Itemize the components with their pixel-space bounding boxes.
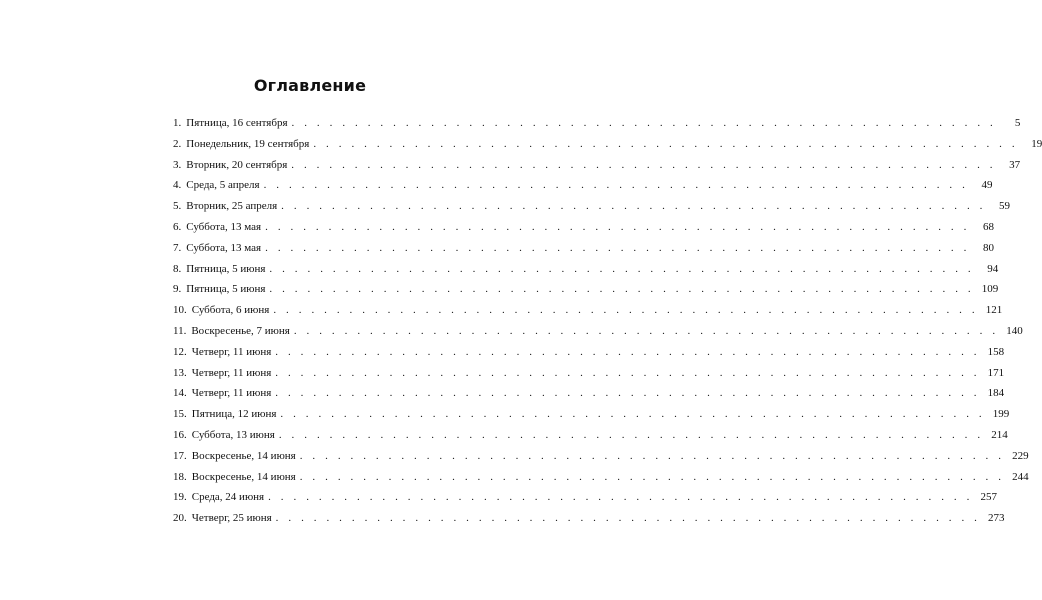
toc-entry-title: Пятница, 5 июня bbox=[186, 262, 266, 275]
toc-dot-leader: . . . . . . . . . . . . . . . . . . . . . . . . . . . . . . . . . . . . . . . . . . . . . . . . . . . . . . . . bbox=[273, 304, 979, 317]
toc-entry-page: 273 bbox=[988, 512, 1005, 525]
toc-entry-title: Вторник, 20 сентября bbox=[186, 158, 288, 171]
toc-entry-page: 199 bbox=[992, 408, 1010, 421]
toc-entry-title: Воскресенье, 7 июня bbox=[191, 324, 290, 337]
toc-entry-title: Четверг, 11 июня bbox=[191, 366, 272, 379]
toc-entry-number: 19. bbox=[173, 491, 187, 504]
toc-entry bbox=[173, 200, 1011, 221]
toc-entry-page: 214 bbox=[991, 428, 1008, 441]
toc-dot-leader: . . . . . . . . . . . . . . . . . . . . . . . . . . . . . . . . . . . . . . . . . . . . . . . . . . . . . . . . bbox=[269, 283, 975, 296]
toc-entry-number: 18. bbox=[173, 470, 187, 483]
toc-entry-title: Пятница, 12 июня bbox=[191, 408, 277, 421]
toc-entry bbox=[173, 283, 999, 304]
toc-entry-number: 10. bbox=[173, 304, 187, 317]
toc-entry-title: Четверг, 25 июня bbox=[191, 512, 272, 525]
toc-entry bbox=[173, 304, 1003, 325]
toc-entry-page: 68 bbox=[982, 220, 994, 233]
toc-entry-number: 4. bbox=[173, 179, 182, 192]
toc-entry-title: Суббота, 6 июня bbox=[191, 304, 270, 317]
toc-entry-number: 6. bbox=[173, 220, 182, 233]
toc-entry-page: 37 bbox=[1009, 158, 1021, 171]
toc-entry bbox=[173, 408, 1010, 429]
toc-entry-title: Пятница, 16 сентября bbox=[186, 117, 288, 129]
toc-entry-title: Четверг, 11 июня bbox=[191, 345, 272, 358]
toc-dot-leader: . . . . . . . . . . . . . . . . . . . . . . . . . . . . . . . . . . . . . . . . . . . . . . . . . . . . . . . . bbox=[263, 179, 969, 192]
toc-entry-page: 229 bbox=[1012, 449, 1029, 462]
toc-dot-leader: . . . . . . . . . . . . . . . . . . . . . . . . . . . . . . . . . . . . . . . . . . . . . . . . . . . . . . . . bbox=[269, 262, 975, 275]
toc-entry-page: 94 bbox=[987, 262, 999, 275]
toc-entry bbox=[173, 179, 993, 200]
toc-entry bbox=[173, 117, 1021, 138]
toc-entry-page: 184 bbox=[987, 387, 1005, 400]
toc-entry-number: 9. bbox=[173, 283, 182, 296]
toc-entry-number: 17. bbox=[173, 449, 187, 462]
toc-dot-leader: . . . . . . . . . . . . . . . . . . . . . . . . . . . . . . . . . . . . . . . . . . . . . . . . . . . . . . . . bbox=[275, 345, 981, 358]
toc-entry-title: Воскресенье, 14 июня bbox=[191, 470, 296, 483]
toc-dot-leader: . . . . . . . . . . . . . . . . . . . . . . . . . . . . . . . . . . . . . . . . . . . . . . . . . . . . . . . . bbox=[291, 158, 997, 171]
toc-entry-page: 49 bbox=[981, 179, 993, 192]
toc-entry-number: 7. bbox=[173, 241, 182, 254]
toc-entry bbox=[173, 491, 997, 512]
toc-entry-page: 121 bbox=[985, 304, 1003, 317]
toc-dot-leader: . . . . . . . . . . . . . . . . . . . . . . . . . . . . . . . . . . . . . . . . . . . . . . . . . . . . . . . . bbox=[278, 428, 984, 441]
toc-entry bbox=[173, 449, 1029, 471]
toc-entry-title: Среда, 24 июня bbox=[191, 491, 265, 504]
toc-entry-page: 171 bbox=[987, 366, 1005, 379]
toc-entry-number: 14. bbox=[173, 387, 187, 400]
toc-entry-page: 5 bbox=[1014, 117, 1021, 129]
toc-dot-leader: . . . . . . . . . . . . . . . . . . . . . . . . . . . . . . . . . . . . . . . . . . . . . . . . . . . . . . . . bbox=[268, 491, 973, 504]
toc-entry-number: 15. bbox=[173, 408, 187, 421]
toc-entry bbox=[173, 324, 1023, 346]
toc-dot-leader: . . . . . . . . . . . . . . . . . . . . . . . . . . . . . . . . . . . . . . . . . . . . . . . . . . . . . . . . bbox=[275, 387, 981, 400]
toc-entry-number: 20. bbox=[173, 512, 187, 525]
toc-dot-leader: . . . . . . . . . . . . . . . . . . . . . . . . . . . . . . . . . . . . . . . . . . . . . . . . . . . . . . . . bbox=[275, 512, 981, 525]
toc-dot-leader: . . . . . . . . . . . . . . . . . . . . . . . . . . . . . . . . . . . . . . . . . . . . . . . . . . . . . . . . bbox=[293, 324, 999, 337]
toc-entry-number: 3. bbox=[173, 158, 182, 171]
toc-entry-page: 80 bbox=[982, 241, 994, 254]
toc-entry-number: 2. bbox=[173, 137, 182, 150]
toc-entry bbox=[173, 512, 1005, 533]
toc-dot-leader: . . . . . . . . . . . . . . . . . . . . . . . . . . . . . . . . . . . . . . . . . . . . . . . . . . . . . . . . bbox=[313, 137, 1019, 150]
toc-entry bbox=[173, 387, 1005, 408]
toc-entry-number: 12. bbox=[173, 345, 187, 358]
toc-entry bbox=[173, 345, 1005, 367]
toc-entry-title: Вторник, 25 апреля bbox=[186, 200, 278, 213]
page-title: Оглавление bbox=[253, 76, 367, 95]
toc-entry-page: 244 bbox=[1012, 470, 1029, 483]
toc-entry bbox=[173, 158, 1021, 180]
toc-dot-leader: . . . . . . . . . . . . . . . . . . . . . . . . . . . . . . . . . . . . . . . . . . . . . . . . . . . . . . . . bbox=[281, 200, 987, 213]
toc-entry bbox=[173, 470, 1029, 492]
toc-dot-leader: . . . . . . . . . . . . . . . . . . . . . . . . . . . . . . . . . . . . . . . . . . . . . . . . . . . . . . . . bbox=[275, 366, 981, 379]
toc-entry bbox=[173, 137, 1042, 159]
toc-entry-title: Среда, 5 апреля bbox=[186, 179, 260, 192]
toc-entry-number: 5. bbox=[173, 200, 182, 213]
toc-entry bbox=[173, 262, 999, 284]
toc-entry-title: Суббота, 13 мая bbox=[186, 220, 262, 233]
toc-entry-title: Пятница, 5 июня bbox=[186, 283, 266, 296]
toc-entry-title: Воскресенье, 14 июня bbox=[191, 449, 296, 462]
toc-entry-page: 109 bbox=[981, 283, 999, 296]
toc-dot-leader: . . . . . . . . . . . . . . . . . . . . . . . . . . . . . . . . . . . . . . . . . . . . . . . . . . . . . . . . bbox=[265, 220, 970, 233]
table-of-contents bbox=[173, 117, 1042, 533]
toc-entry-title: Четверг, 11 июня bbox=[191, 387, 272, 400]
toc-entry bbox=[173, 428, 1008, 450]
toc-entry bbox=[173, 241, 994, 263]
toc-entry bbox=[173, 220, 994, 242]
toc-entry-number: 1. bbox=[173, 117, 182, 129]
toc-dot-leader: . . . . . . . . . . . . . . . . . . . . . . . . . . . . . . . . . . . . . . . . . . . . . . . . . . . . . . . . bbox=[265, 241, 970, 254]
toc-entry-title: Суббота, 13 мая bbox=[186, 241, 262, 254]
toc-entry-title: Понедельник, 19 сентября bbox=[186, 137, 310, 150]
toc-entry-page: 257 bbox=[980, 491, 997, 504]
toc-entry-number: 13. bbox=[173, 366, 187, 379]
toc-dot-leader: . . . . . . . . . . . . . . . . . . . . . . . . . . . . . . . . . . . . . . . . . . . . . . . . . . . . . . . . bbox=[280, 408, 986, 421]
toc-dot-leader: . . . . . . . . . . . . . . . . . . . . . . . . . . . . . . . . . . . . . . . . . . . . . . . . . . . . . . . . bbox=[299, 470, 1005, 483]
toc-entry-number: 16. bbox=[173, 428, 187, 441]
toc-dot-leader: . . . . . . . . . . . . . . . . . . . . . . . . . . . . . . . . . . . . . . . . . . . . . . . . . . . . . . . . bbox=[291, 117, 997, 129]
toc-entry-page: 140 bbox=[1006, 324, 1023, 337]
toc-entry-number: 8. bbox=[173, 262, 182, 275]
toc-entry-page: 19 bbox=[1031, 137, 1042, 150]
toc-entry-title: Суббота, 13 июня bbox=[191, 428, 275, 441]
toc-entry-number: 11. bbox=[173, 324, 187, 337]
toc-entry-page: 59 bbox=[999, 200, 1011, 213]
toc-entry-page: 158 bbox=[987, 345, 1005, 358]
toc-dot-leader: . . . . . . . . . . . . . . . . . . . . . . . . . . . . . . . . . . . . . . . . . . . . . . . . . . . . . . . . bbox=[299, 449, 1005, 462]
toc-entry bbox=[173, 366, 1005, 388]
